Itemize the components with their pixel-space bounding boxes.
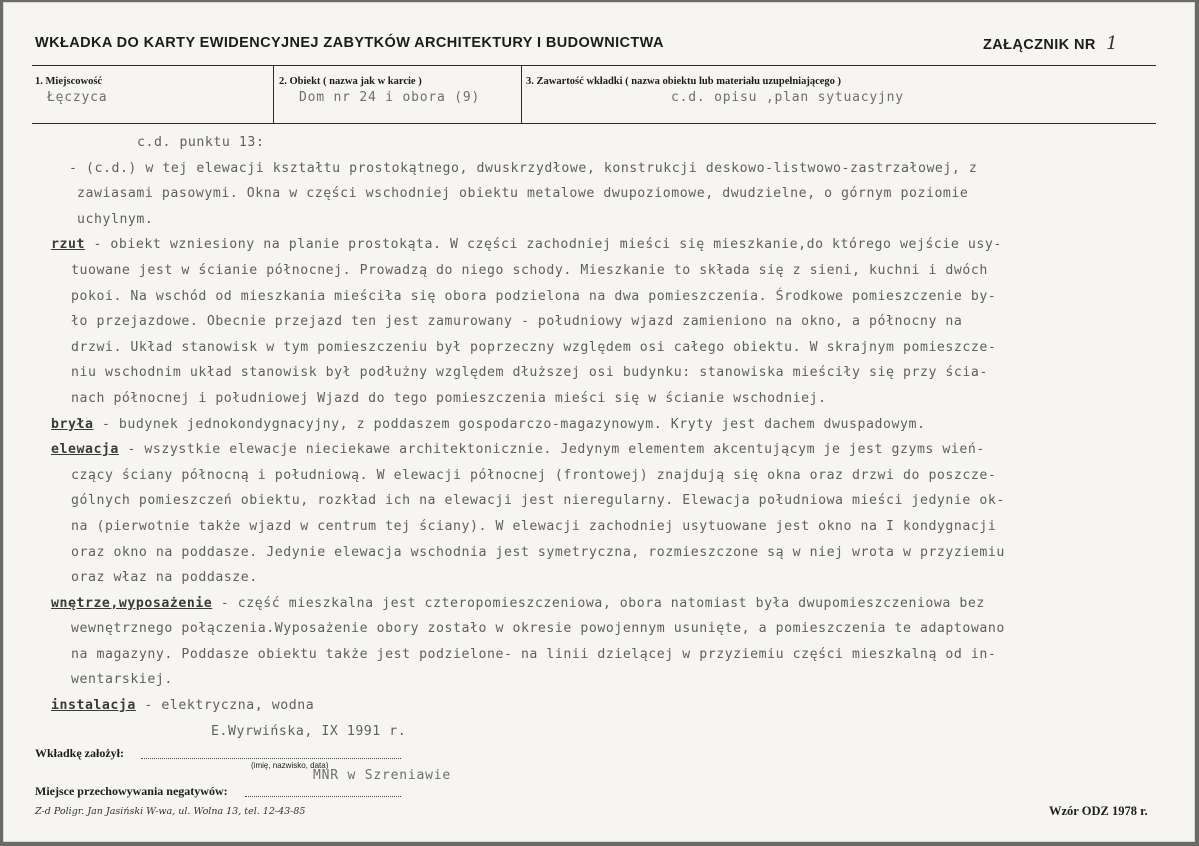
- field-object-label: 2. Obiekt ( nazwa jak w karcie ): [279, 76, 422, 87]
- body-line: - (c.d.) w tej elewacji kształtu prostokątnego, dwuskrzydłowe, konstrukcji deskowo-listwowo-zastrzałowej, z: [69, 160, 978, 176]
- body-line: uchylnym.: [77, 211, 154, 227]
- form-title: WKŁADKA DO KARTY EWIDENCYJNEJ ZABYTKÓW ARCHITEKTURY I BUDOWNICTWA: [35, 35, 664, 51]
- printer-imprint: Z-d Poligr. Jan Jasiński W-wa, ul. Wolna 13, tel. 12-43-85: [35, 806, 306, 817]
- form-code: Wzór ODZ 1978 r.: [1049, 804, 1148, 818]
- annex-number: 1: [1106, 33, 1119, 54]
- annex-label: ZAŁĄCZNIK NR: [983, 37, 1096, 53]
- body-line: na magazyny. Poddasze obiektu także jest podzielone- na linii dzielącej w przyziemiu części mieszkalną od in-: [71, 646, 997, 662]
- header-bottom-rule: [32, 123, 1156, 124]
- section-heading-instalacja: instalacja: [51, 698, 136, 714]
- annex-label-group: [983, 33, 1118, 54]
- field-contents-label: 3. Zawartość wkładki ( nazwa obiektu lub materiału uzupełniającego ): [526, 76, 842, 87]
- body-line: niu wschodnim układ stanowisk był podłużny względem dłuższej osi budynku: stanowiska mieściły się przy ścia-: [71, 365, 988, 381]
- body-line: instalacja - elektryczna, wodna: [51, 698, 315, 714]
- field-locality-label: 1. Miejscowość: [35, 76, 103, 87]
- body-line: elewacja - wszystkie elewacje nieciekawe architektonicznie. Jedynym elementem akcentującym je jest gzyms wień-: [51, 442, 985, 458]
- body-line: drzwi. Układ stanowisk w tym pomieszczeniu był poprzeczny względem osi całego obiektu. W skrajnym pomieszcze-: [71, 339, 997, 355]
- founder-label: Wkładkę założył:: [35, 746, 124, 760]
- body-line: wentarskiej.: [71, 672, 173, 688]
- section-heading-wnetrze: wnętrze,wyposażenie: [51, 595, 213, 611]
- body-line: nach północnej i południowej Wjazd do tego pomieszczenia mieści się w ścianie wschodniej.: [71, 390, 827, 406]
- body-line: c.d. punktu 13:: [137, 135, 265, 150]
- field-contents-value: c.d. opisu ,plan sytuacyjny: [671, 90, 904, 105]
- body-line: tuowane jest w ścianie północnej. Prowadzą do niego schody. Mieszkanie to składa się z sieni, kuchni i dwóch: [71, 262, 988, 278]
- founder-dotted-line: [141, 758, 401, 759]
- field-locality-value: Łęczyca: [47, 90, 108, 105]
- storage-dotted-line: [245, 796, 401, 797]
- body-line: ło przejazdowe. Obecnie przejazd ten jest zamurowany - południowy wjazd zamieniono na okno, a północny na: [71, 314, 963, 330]
- body-line: oraz okno na poddasze. Jedynie elewacja wschodnia jest symetryczna, rozmieszczone są w niej wrota w przyziemiu: [71, 544, 1005, 560]
- body-line: bryła - budynek jednokondygnacyjny, z poddaszem gospodarczo-magazynowym. Kryty jest dachem dwuspadowym.: [51, 416, 926, 432]
- storage-label: Miejsce przechowywania negatywów:: [35, 784, 228, 798]
- author-signature: E.Wyrwińska, IX 1991 r.: [211, 723, 407, 739]
- field-divider-1: [273, 66, 274, 123]
- body-line: zawiasami pasowymi. Okna w części wschodniej obiektu metalowe dwupoziomowe, dwudzielne, o górnym poziomie: [77, 186, 969, 202]
- body-line: pokoi. Na wschód od mieszkania mieściła się obora podzielona na dwa pomieszczenia. Środkowe pomieszczenie by-: [71, 288, 997, 304]
- body-line: wnętrze,wyposażenie - część mieszkalna jest czteropomieszczeniowa, obora natomiast była dwupomieszczeniowa bez: [51, 595, 985, 611]
- header-top-rule: [32, 65, 1156, 66]
- storage-value: MNR w Szreniawie: [313, 768, 452, 783]
- body-line: wewnętrznego połączenia.Wyposażenie obory zostało w okresie powojennym usunięte, a pomieszczenia te adaptowano: [71, 621, 1005, 637]
- body-line: oraz właz na poddasze.: [71, 570, 258, 586]
- field-divider-2: [521, 66, 522, 123]
- field-object-value: Dom nr 24 i obora (9): [299, 90, 481, 105]
- body-line: czący ściany północną i południową. W elewacji północnej (frontowej) znajdują się okna oraz drzwi do poszcze-: [71, 467, 997, 483]
- body-line: rzut - obiekt wzniesiony na planie prostokąta. W części zachodniej mieści się mieszkanie,do którego wejście usy-: [51, 237, 1002, 253]
- description-body: [51, 130, 1171, 744]
- section-heading-rzut: rzut: [51, 237, 85, 253]
- body-line: gólnych pomieszczeń obiektu, rozkład ich na elewacji jest nieregularny. Elewacja południowa mieści jedynie ok-: [71, 493, 1005, 509]
- founder-caption: (imię, nazwisko, data): [251, 761, 329, 770]
- record-card: [3, 2, 1195, 842]
- section-heading-elewacja: elewacja: [51, 442, 119, 458]
- body-line: na (pierwotnie także wjazd w centrum tej ściany). W elewacji zachodniej usytuowane jest okno na I kondygnacji: [71, 518, 997, 534]
- section-heading-bryla: bryła: [51, 416, 94, 432]
